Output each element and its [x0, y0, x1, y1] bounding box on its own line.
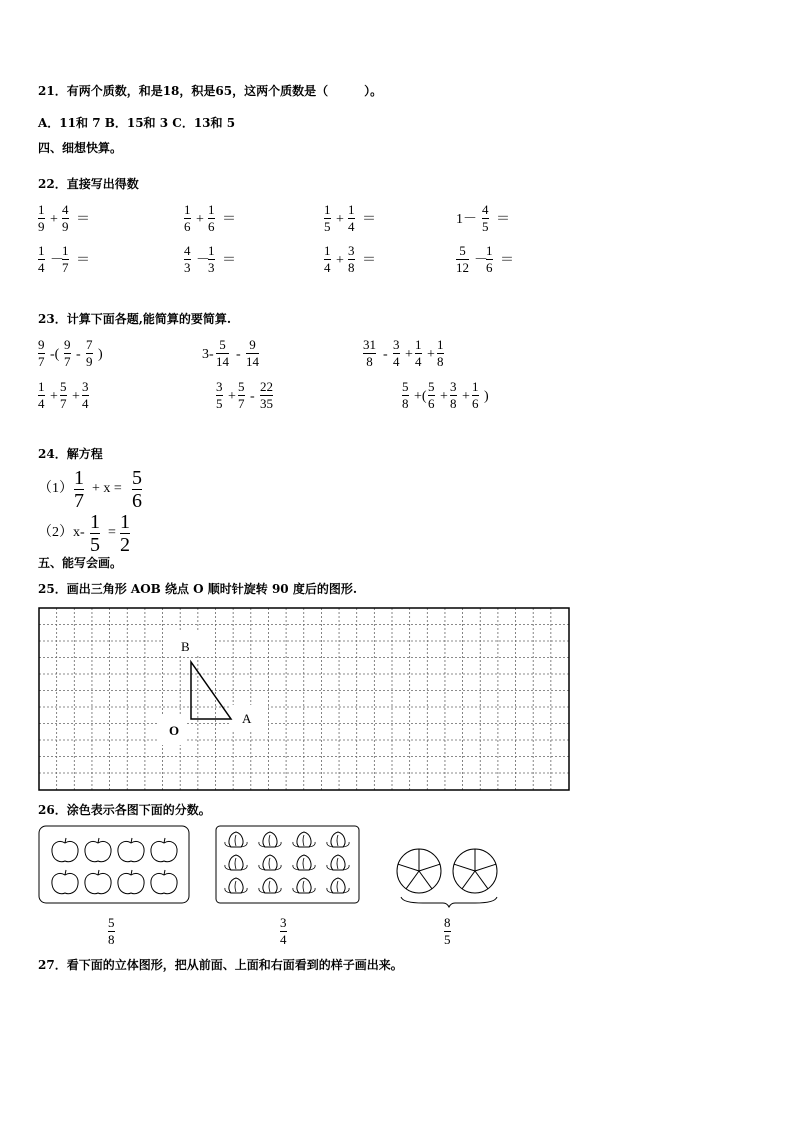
denominator: 4	[393, 354, 400, 369]
numerator: 5	[402, 379, 409, 394]
numerator: 9	[64, 337, 71, 352]
numerator: 9	[38, 337, 45, 352]
fraction	[184, 244, 191, 275]
equation-middle: + x =	[92, 481, 122, 496]
denominator: 35	[260, 396, 273, 411]
numerator: 1	[120, 511, 130, 533]
denominator: 3	[184, 260, 191, 275]
fraction	[450, 380, 457, 411]
q27-title: 27．看下面的立体图形，把从前面、上面和右面看到的样子画出来。	[38, 958, 403, 972]
fraction	[246, 338, 259, 369]
numerator: 1	[324, 243, 331, 258]
operator: －	[196, 253, 210, 268]
fraction	[363, 338, 376, 369]
denominator: 8	[366, 354, 373, 369]
denominator: 7	[238, 396, 245, 411]
denominator: 7	[62, 260, 69, 275]
denominator: 9	[62, 219, 69, 234]
peach-icon	[327, 878, 349, 893]
equals-sign: ＝	[76, 253, 90, 268]
equals-sign: ＝	[496, 212, 510, 227]
operator: +	[72, 389, 80, 404]
denominator: 7	[74, 490, 84, 512]
peach-icon	[293, 855, 315, 870]
peach-icon	[327, 855, 349, 870]
section-4-heading: 四、细想快算。	[38, 141, 123, 155]
fraction	[86, 338, 93, 369]
denominator: 8	[437, 354, 444, 369]
operator: -(	[50, 347, 60, 362]
denominator: 14	[246, 354, 259, 369]
denominator: 6	[472, 396, 479, 411]
q24-title: 24．解方程	[38, 447, 103, 461]
fraction	[216, 338, 229, 369]
operator: +	[405, 347, 413, 362]
denominator: 5	[444, 932, 451, 947]
q22-title: 22．直接写出得数	[38, 177, 139, 191]
numerator: 1	[38, 202, 45, 217]
numerator: 1	[486, 243, 493, 258]
operator: +	[336, 253, 344, 268]
numerator: 3	[348, 243, 355, 258]
numerator: 1	[324, 202, 331, 217]
fraction	[482, 203, 489, 234]
numerator: 5	[132, 467, 142, 489]
operator: -	[383, 347, 388, 362]
equation-label: （1）	[38, 481, 73, 496]
pie-circle	[397, 849, 441, 893]
numerator: 4	[184, 243, 191, 258]
peach-icon	[293, 832, 315, 847]
denominator: 9	[86, 354, 93, 369]
apple-icon	[85, 838, 111, 862]
numerator: 1	[437, 337, 444, 352]
peach-icon	[259, 855, 281, 870]
fraction	[62, 203, 69, 234]
peach-icon	[327, 832, 349, 847]
fraction	[208, 244, 215, 275]
fraction	[64, 338, 71, 369]
apple-icon	[118, 870, 144, 894]
numerator: 1	[184, 202, 191, 217]
operator: +	[427, 347, 435, 362]
numerator: 9	[249, 337, 256, 352]
fraction	[208, 203, 215, 234]
fraction	[38, 203, 45, 234]
fraction	[324, 203, 331, 234]
operator: )	[98, 347, 103, 362]
fraction	[456, 244, 469, 275]
pie-circle	[453, 849, 497, 893]
fraction	[90, 512, 100, 555]
operator: +	[50, 212, 58, 227]
denominator: 4	[324, 260, 331, 275]
numerator: 1	[348, 202, 355, 217]
fraction	[415, 338, 422, 369]
numerator: 5	[219, 337, 226, 352]
denominator: 4	[38, 396, 45, 411]
operator: -	[76, 347, 81, 362]
operator: +	[440, 389, 448, 404]
fraction	[62, 244, 69, 275]
apple-icon	[151, 838, 177, 862]
operator: -	[236, 347, 241, 362]
operator: )	[484, 389, 489, 404]
fraction	[216, 380, 223, 411]
denominator: 8	[348, 260, 355, 275]
point-A-label: A	[242, 711, 252, 726]
numerator: 5	[238, 379, 245, 394]
point-O-label: O	[169, 723, 180, 738]
numerator: 1	[62, 243, 69, 258]
numerator: 1	[38, 379, 45, 394]
q26-title: 26．涂色表示各图下面的分数。	[38, 803, 211, 817]
denominator: 5	[216, 396, 223, 411]
numerator: 3	[82, 379, 89, 394]
peach-icon	[225, 855, 247, 870]
operator: －	[474, 253, 488, 268]
numerator: 5	[459, 243, 466, 258]
apple-icon	[52, 870, 78, 894]
operator: +	[336, 212, 344, 227]
operator: +	[462, 389, 470, 404]
q23-title: 23．计算下面各题,能简算的要简算.	[38, 312, 232, 326]
denominator: 3	[208, 260, 215, 275]
peach-icon	[225, 878, 247, 893]
section-5-heading: 五、能写会画。	[38, 556, 123, 570]
q21-options: A．11和 7 B．15和 3 C．13和 5	[38, 116, 236, 130]
equals-sign: ＝	[362, 212, 376, 227]
fraction	[132, 468, 142, 511]
denominator: 12	[456, 260, 469, 275]
q25-title: 25．画出三角形 AOB 绕点 O 顺时针旋转 90 度后的图形.	[38, 582, 358, 596]
numerator: 1	[415, 337, 422, 352]
fraction	[38, 244, 45, 275]
lead-term: 3-	[202, 347, 214, 362]
equals-sign: ＝	[222, 253, 236, 268]
numerator: 8	[444, 915, 451, 930]
numerator: 5	[60, 379, 67, 394]
denominator: 7	[64, 354, 71, 369]
peach-icon	[225, 832, 247, 847]
fraction	[402, 380, 409, 411]
denominator: 4	[82, 396, 89, 411]
fraction	[324, 244, 331, 275]
numerator: 5	[108, 915, 115, 930]
peaches-box	[215, 825, 361, 905]
denominator: 4	[415, 354, 422, 369]
point-B-label: B	[181, 639, 190, 654]
pie-circles	[395, 840, 503, 908]
denominator: 6	[428, 396, 435, 411]
denominator: 5	[482, 219, 489, 234]
operator: -	[250, 389, 255, 404]
equals-sign: ＝	[76, 212, 90, 227]
apple-icon	[85, 870, 111, 894]
brace	[401, 897, 497, 907]
denominator: 8	[108, 932, 115, 947]
apple-icon	[52, 838, 78, 862]
numerator: 1	[208, 202, 215, 217]
denominator: 5	[324, 219, 331, 234]
numerator: 3	[280, 915, 287, 930]
numerator: 1	[208, 243, 215, 258]
fraction	[280, 916, 287, 947]
fraction	[486, 244, 493, 275]
numerator: 1	[90, 511, 100, 533]
apple-icon	[151, 870, 177, 894]
denominator: 4	[348, 219, 355, 234]
apple-icon	[118, 838, 144, 862]
fraction	[38, 380, 45, 411]
q25-grid	[38, 607, 570, 791]
denominator: 7	[60, 396, 67, 411]
operator: +	[228, 389, 236, 404]
numerator: 1	[472, 379, 479, 394]
fraction	[428, 380, 435, 411]
operator: －	[50, 253, 64, 268]
operator: +	[50, 389, 58, 404]
fraction	[472, 380, 479, 411]
denominator: 6	[486, 260, 493, 275]
fraction	[437, 338, 444, 369]
numerator: 3	[393, 337, 400, 352]
operator: +	[196, 212, 204, 227]
apples-box	[38, 825, 190, 905]
denominator: 8	[402, 396, 409, 411]
equation-label: （2）x-	[38, 525, 85, 540]
numerator: 4	[62, 202, 69, 217]
peach-icon	[293, 878, 315, 893]
denominator: 6	[208, 219, 215, 234]
fraction	[108, 916, 115, 947]
equals-sign: ＝	[362, 253, 376, 268]
numerator: 1	[38, 243, 45, 258]
denominator: 4	[38, 260, 45, 275]
equals-sign: ＝	[222, 212, 236, 227]
denominator: 14	[216, 354, 229, 369]
fraction	[120, 512, 130, 555]
fraction	[260, 380, 273, 411]
numerator: 5	[428, 379, 435, 394]
peach-icon	[259, 878, 281, 893]
numerator: 1	[74, 467, 84, 489]
numerator: 4	[482, 202, 489, 217]
equals-sign: ＝	[500, 253, 514, 268]
fraction	[348, 244, 355, 275]
fraction	[348, 203, 355, 234]
denominator: 9	[38, 219, 45, 234]
fraction	[60, 380, 67, 411]
denominator: 6	[132, 490, 142, 512]
denominator: 2	[120, 534, 130, 556]
denominator: 4	[280, 932, 287, 947]
fraction	[444, 916, 451, 947]
numerator: 3	[450, 379, 457, 394]
lead-term: 1－	[456, 212, 477, 227]
denominator: 8	[450, 396, 457, 411]
fraction	[38, 338, 45, 369]
fraction	[238, 380, 245, 411]
peach-icon	[259, 832, 281, 847]
equation-middle: =	[108, 525, 116, 540]
fraction	[393, 338, 400, 369]
fraction	[74, 468, 84, 511]
denominator: 6	[184, 219, 191, 234]
numerator: 7	[86, 337, 93, 352]
fraction	[82, 380, 89, 411]
denominator: 7	[38, 354, 45, 369]
denominator: 5	[90, 534, 100, 556]
fraction	[184, 203, 191, 234]
operator: +(	[414, 389, 427, 404]
numerator: 22	[260, 379, 273, 394]
numerator: 3	[216, 379, 223, 394]
numerator: 31	[363, 337, 376, 352]
q21-question: 21．有两个质数，和是18，积是65，这两个质数是（ ）。	[38, 84, 383, 98]
